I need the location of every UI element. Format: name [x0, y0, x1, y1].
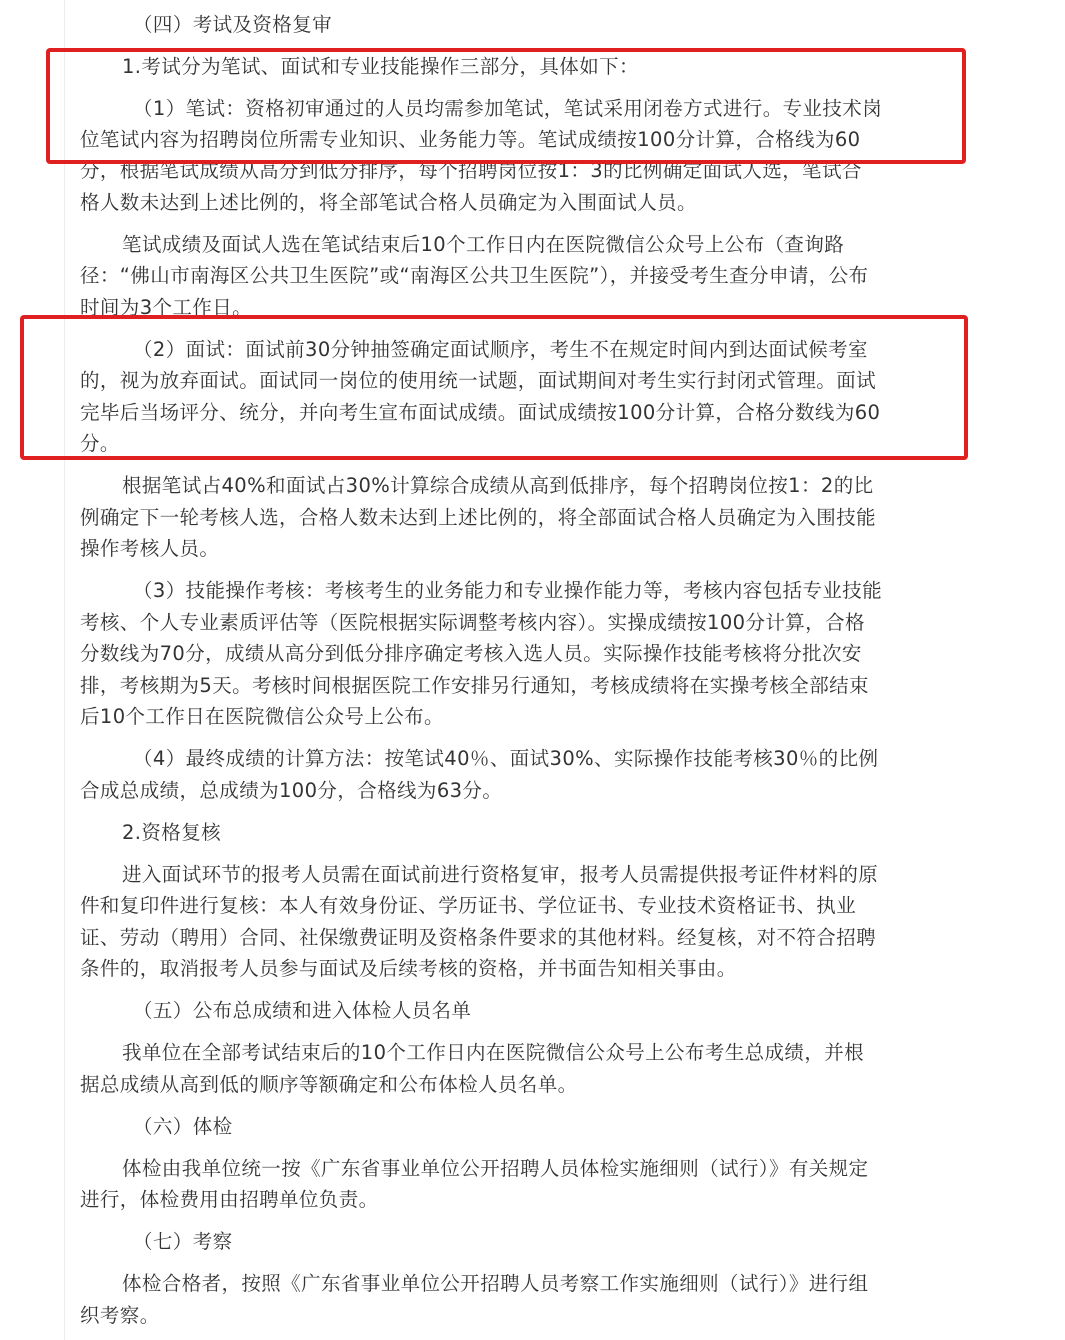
paragraph-line: 织考察。 [80, 1304, 160, 1327]
paragraph-line: 排，考核期为5天。考核时间根据医院工作安排另行通知，考核成绩将在实操考核全部结束 [80, 674, 869, 697]
paragraph-line: 进入面试环节的报考人员需在面试前进行资格复审，报考人员需提供报考证件材料的原 [122, 863, 879, 886]
paragraph-line: 后10个工作日在医院微信公众号上公布。 [80, 705, 444, 728]
paragraph-line: 分，根据笔试成绩从高分到低分排序，每个招聘岗位按1：3的比例确定面试人选，笔试合 [80, 159, 862, 182]
paragraph-line: 完毕后当场评分、统分，并向考生宣布面试成绩。面试成绩按100分计算，合格分数线为60 [80, 401, 881, 424]
paragraph-line: 径：“佛山市南海区公共卫生医院”或“南海区公共卫生医院”），并接受考生查分申请，公布 [80, 264, 869, 287]
paragraph-line: 笔试成绩及面试人选在笔试结束后10个工作日内在医院微信公众号上公布（查询路 [122, 233, 845, 256]
section-heading-inspection: （七）考察 [133, 1230, 233, 1253]
paragraph-line: 时间为3个工作日。 [80, 296, 253, 319]
paragraph-line: （1）笔试：资格初审通过的人员均需参加笔试，笔试采用闭卷方式进行。专业技术岗 [133, 97, 883, 120]
paragraph-line: 根据笔试占40%和面试占30%计算综合成绩从高到低排序，每个招聘岗位按1：2的比 [122, 474, 874, 497]
highlight-box-interview [20, 315, 968, 460]
paragraph-line: 体检合格者，按照《广东省事业单位公开招聘人员考察工作实施细则（试行）》进行组 [122, 1272, 869, 1295]
paragraph-line: 证、劳动（聘用）合同、社保缴费证明及资格条件要求的其他材料。经复核，对不符合招聘 [80, 926, 877, 949]
subsection-heading-qualification-review: 2.资格复核 [122, 821, 222, 844]
paragraph-line: 合成总成绩，总成绩为100分，合格线为63分。 [80, 779, 503, 802]
paragraph-line: 的，视为放弃面试。面试同一岗位的使用统一试题，面试期间对考生实行封闭式管理。面试 [80, 369, 877, 392]
paragraph-line: （4）最终成绩的计算方法：按笔试40％、面试30%、实际操作技能考核30％的比例 [133, 747, 879, 770]
paragraph-line: 分。 [80, 432, 120, 455]
paragraph-line: 例确定下一轮考核人选，合格人数未达到上述比例的，将全部面试合格人员确定为入围技能 [80, 506, 877, 529]
page-left-border [64, 0, 65, 1340]
section-heading-medical-exam: （六）体检 [133, 1115, 233, 1138]
paragraph-line: （3）技能操作考核：考核考生的业务能力和专业操作能力等，考核内容包括专业技能 [133, 579, 883, 602]
highlight-box-written-exam [46, 48, 966, 164]
section-heading-results: （五）公布总成绩和进入体检人员名单 [133, 999, 472, 1022]
section-heading-exam-review: （四）考试及资格复审 [133, 13, 333, 36]
paragraph-line: 条件的，取消报考人员参与面试及后续考核的资格，并书面告知相关事由。 [80, 957, 737, 980]
paragraph-line: 考核、个人专业素质评估等（医院根据实际调整考核内容）。实操成绩按100分计算，合格 [80, 611, 865, 634]
paragraph-line: 件和复印件进行复核：本人有效身份证、学历证书、学位证书、专业技术资格证书、执业 [80, 894, 857, 917]
paragraph-line: 操作考核人员。 [80, 537, 220, 560]
paragraph-line: （2）面试：面试前30分钟抽签确定面试顺序，考生不在规定时间内到达面试候考室 [133, 338, 868, 361]
paragraph-line: 1.考试分为笔试、面试和专业技能操作三部分，具体如下： [122, 55, 639, 78]
paragraph-line: 格人数未达到上述比例的，将全部笔试合格人员确定为入围面试人员。 [80, 191, 697, 214]
paragraph-line: 分数线为70分，成绩从高分到低分排序确定考核入选人员。实际操作技能考核将分批次安 [80, 642, 862, 665]
paragraph-line: 位笔试内容为招聘岗位所需专业知识、业务能力等。笔试成绩按100分计算，合格线为60 [80, 128, 861, 151]
paragraph-line: 我单位在全部考试结束后的10个工作日内在医院微信公众号上公布考生总成绩，并根 [122, 1041, 865, 1064]
paragraph-line: 进行，体检费用由招聘单位负责。 [80, 1188, 379, 1211]
paragraph-line: 体检由我单位统一按《广东省事业单位公开招聘人员体检实施细则（试行）》有关规定 [122, 1157, 869, 1180]
paragraph-line: 据总成绩从高到低的顺序等额确定和公布体检人员名单。 [80, 1073, 578, 1096]
